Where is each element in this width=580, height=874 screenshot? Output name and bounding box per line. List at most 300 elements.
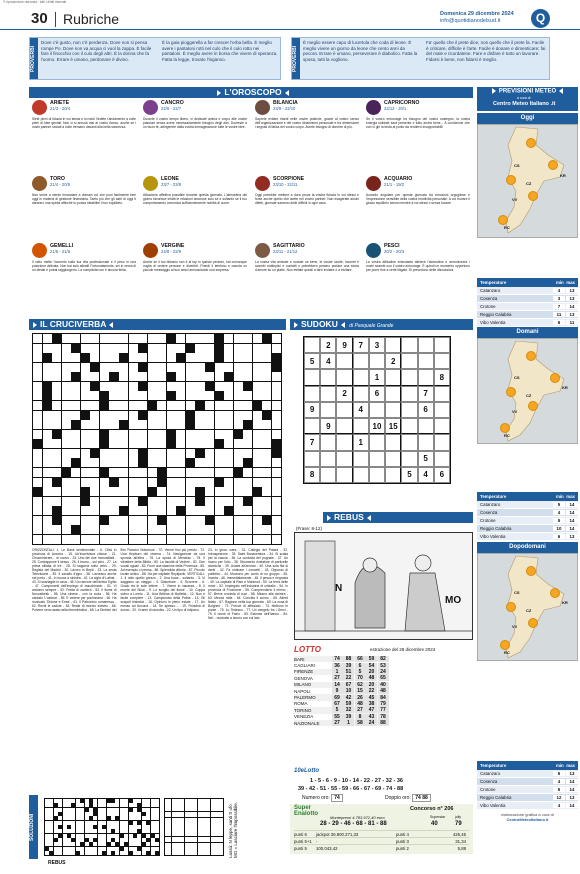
crossword-cell[interactable]: [90, 430, 99, 439]
crossword-cell[interactable]: [157, 449, 166, 458]
crossword-cell[interactable]: [234, 391, 243, 400]
crossword-cell[interactable]: [195, 430, 204, 439]
sudoku-cell[interactable]: 8: [434, 369, 450, 385]
crossword-cell[interactable]: [33, 344, 42, 353]
crossword-cell[interactable]: [62, 430, 71, 439]
crossword-cell[interactable]: [129, 439, 138, 448]
crossword-cell[interactable]: [253, 344, 262, 353]
crossword-cell[interactable]: [195, 363, 204, 372]
crossword-cell[interactable]: [119, 372, 128, 381]
crossword-cell[interactable]: [243, 430, 252, 439]
crossword-cell[interactable]: [119, 430, 128, 439]
crossword-cell[interactable]: [167, 525, 176, 534]
crossword-cell[interactable]: [43, 525, 52, 534]
crossword-cell[interactable]: [253, 353, 262, 362]
crossword-cell[interactable]: [262, 430, 271, 439]
crossword-cell[interactable]: [100, 525, 109, 534]
sudoku-cell[interactable]: 2: [385, 353, 401, 369]
crossword-cell[interactable]: [43, 478, 52, 487]
crossword-cell[interactable]: [90, 458, 99, 467]
crossword-cell[interactable]: [157, 525, 166, 534]
crossword-cell[interactable]: [253, 506, 262, 515]
crossword-cell[interactable]: [224, 382, 233, 391]
crossword-cell[interactable]: [71, 439, 80, 448]
crossword-cell[interactable]: [215, 506, 224, 515]
sudoku-cell[interactable]: [434, 337, 450, 353]
sudoku-cell[interactable]: [369, 353, 385, 369]
crossword-cell[interactable]: [100, 506, 109, 515]
crossword-cell[interactable]: [205, 391, 214, 400]
crossword-cell[interactable]: [148, 334, 157, 343]
crossword-cell[interactable]: [205, 344, 214, 353]
crossword-cell[interactable]: [109, 334, 118, 343]
crossword-cell[interactable]: [195, 458, 204, 467]
sudoku-cell[interactable]: [418, 369, 434, 385]
crossword-cell[interactable]: [234, 535, 243, 544]
crossword-cell[interactable]: [43, 439, 52, 448]
sudoku-cell[interactable]: [401, 451, 417, 467]
crossword-cell[interactable]: [186, 439, 195, 448]
crossword-cell[interactable]: [205, 334, 214, 343]
crossword-cell[interactable]: [148, 535, 157, 544]
crossword-cell[interactable]: [272, 525, 281, 534]
crossword-cell[interactable]: [272, 487, 281, 496]
crossword-cell[interactable]: [176, 420, 185, 429]
crossword-cell[interactable]: [81, 439, 90, 448]
crossword-cell[interactable]: [33, 535, 42, 544]
crossword-cell[interactable]: [176, 334, 185, 343]
sudoku-cell[interactable]: 9: [320, 418, 336, 434]
crossword-cell[interactable]: [205, 420, 214, 429]
crossword-cell[interactable]: [176, 372, 185, 381]
crossword-cell[interactable]: [119, 468, 128, 477]
crossword-cell[interactable]: [234, 411, 243, 420]
crossword-cell[interactable]: [129, 506, 138, 515]
crossword-cell[interactable]: [167, 420, 176, 429]
sudoku-cell[interactable]: [353, 467, 369, 483]
sudoku-cell[interactable]: 5: [304, 353, 320, 369]
crossword-cell[interactable]: [224, 411, 233, 420]
crossword-cell[interactable]: [100, 458, 109, 467]
sudoku-cell[interactable]: [418, 418, 434, 434]
crossword-cell[interactable]: [167, 401, 176, 410]
crossword-cell[interactable]: [243, 372, 252, 381]
sudoku-cell[interactable]: 8: [304, 467, 320, 483]
crossword-cell[interactable]: [81, 458, 90, 467]
crossword-cell[interactable]: [272, 458, 281, 467]
sudoku-cell[interactable]: [418, 353, 434, 369]
crossword-cell[interactable]: [81, 382, 90, 391]
crossword-cell[interactable]: [71, 430, 80, 439]
crossword-cell[interactable]: [119, 363, 128, 372]
crossword-cell[interactable]: [224, 363, 233, 372]
crossword-cell[interactable]: [148, 382, 157, 391]
crossword-cell[interactable]: [33, 411, 42, 420]
crossword-cell[interactable]: [262, 439, 271, 448]
crossword-cell[interactable]: [81, 420, 90, 429]
crossword-cell[interactable]: [109, 411, 118, 420]
crossword-cell[interactable]: [62, 372, 71, 381]
crossword-cell[interactable]: [109, 344, 118, 353]
crossword-cell[interactable]: [62, 478, 71, 487]
crossword-cell[interactable]: [205, 525, 214, 534]
crossword-cell[interactable]: [243, 353, 252, 362]
sudoku-cell[interactable]: 4: [353, 402, 369, 418]
crossword-cell[interactable]: [157, 535, 166, 544]
crossword-cell[interactable]: [62, 391, 71, 400]
crossword-cell[interactable]: [234, 516, 243, 525]
crossword-cell[interactable]: [129, 411, 138, 420]
sudoku-cell[interactable]: [385, 451, 401, 467]
sudoku-cell[interactable]: [385, 434, 401, 450]
crossword-cell[interactable]: [176, 478, 185, 487]
sudoku-cell[interactable]: [336, 369, 352, 385]
crossword-cell[interactable]: [109, 525, 118, 534]
crossword-cell[interactable]: [224, 468, 233, 477]
crossword-cell[interactable]: [243, 478, 252, 487]
crossword-cell[interactable]: [215, 516, 224, 525]
crossword-cell[interactable]: [272, 516, 281, 525]
crossword-cell[interactable]: [90, 468, 99, 477]
crossword-cell[interactable]: [43, 430, 52, 439]
crossword-cell[interactable]: [129, 363, 138, 372]
crossword-cell[interactable]: [195, 439, 204, 448]
crossword-cell[interactable]: [90, 344, 99, 353]
crossword-cell[interactable]: [81, 344, 90, 353]
crossword-cell[interactable]: [138, 487, 147, 496]
crossword-cell[interactable]: [100, 487, 109, 496]
sudoku-cell[interactable]: 6: [369, 386, 385, 402]
crossword-cell[interactable]: [90, 525, 99, 534]
crossword-cell[interactable]: [205, 401, 214, 410]
crossword-cell[interactable]: [262, 506, 271, 515]
crossword-cell[interactable]: [167, 497, 176, 506]
crossword-cell[interactable]: [195, 334, 204, 343]
sudoku-cell[interactable]: [304, 451, 320, 467]
crossword-cell[interactable]: [243, 535, 252, 544]
crossword-cell[interactable]: [109, 497, 118, 506]
crossword-cell[interactable]: [138, 334, 147, 343]
crossword-cell[interactable]: [272, 334, 281, 343]
crossword-cell[interactable]: [224, 535, 233, 544]
crossword-cell[interactable]: [148, 478, 157, 487]
crossword-cell[interactable]: [167, 363, 176, 372]
sudoku-cell[interactable]: [434, 402, 450, 418]
sudoku-cell[interactable]: [385, 337, 401, 353]
sudoku-cell[interactable]: [304, 369, 320, 385]
crossword-cell[interactable]: [33, 353, 42, 362]
crossword-cell[interactable]: [43, 334, 52, 343]
crossword-cell[interactable]: [71, 391, 80, 400]
crossword-cell[interactable]: [90, 372, 99, 381]
crossword-cell[interactable]: [148, 468, 157, 477]
crossword-cell[interactable]: [262, 372, 271, 381]
crossword-cell[interactable]: [71, 497, 80, 506]
crossword-cell[interactable]: [186, 487, 195, 496]
crossword-cell[interactable]: [157, 353, 166, 362]
crossword-cell[interactable]: [81, 449, 90, 458]
crossword-cell[interactable]: [100, 372, 109, 381]
sudoku-cell[interactable]: [385, 467, 401, 483]
sudoku-cell[interactable]: [401, 402, 417, 418]
crossword-cell[interactable]: [62, 401, 71, 410]
crossword-cell[interactable]: [109, 487, 118, 496]
crossword-cell[interactable]: [205, 449, 214, 458]
crossword-cell[interactable]: [71, 411, 80, 420]
crossword-cell[interactable]: [109, 363, 118, 372]
crossword-cell[interactable]: [43, 372, 52, 381]
sudoku-cell[interactable]: [434, 418, 450, 434]
crossword-cell[interactable]: [272, 401, 281, 410]
crossword-cell[interactable]: [62, 458, 71, 467]
crossword-cell[interactable]: [205, 468, 214, 477]
crossword-cell[interactable]: [157, 372, 166, 381]
sudoku-cell[interactable]: [336, 418, 352, 434]
crossword-cell[interactable]: [186, 535, 195, 544]
crossword-cell[interactable]: [52, 439, 61, 448]
sudoku-cell[interactable]: [418, 434, 434, 450]
crossword-cell[interactable]: [253, 420, 262, 429]
crossword-cell[interactable]: [52, 372, 61, 381]
crossword-cell[interactable]: [138, 430, 147, 439]
crossword-cell[interactable]: [234, 420, 243, 429]
crossword-cell[interactable]: [205, 439, 214, 448]
crossword-cell[interactable]: [234, 458, 243, 467]
sudoku-cell[interactable]: [401, 369, 417, 385]
crossword-cell[interactable]: [129, 353, 138, 362]
crossword-cell[interactable]: [71, 353, 80, 362]
sudoku-cell[interactable]: [336, 467, 352, 483]
crossword-cell[interactable]: [119, 458, 128, 467]
crossword-cell[interactable]: [90, 391, 99, 400]
crossword-cell[interactable]: [243, 468, 252, 477]
crossword-cell[interactable]: [81, 525, 90, 534]
sudoku-cell[interactable]: [320, 402, 336, 418]
crossword-cell[interactable]: [138, 535, 147, 544]
crossword-cell[interactable]: [253, 458, 262, 467]
crossword-cell[interactable]: [253, 430, 262, 439]
crossword-cell[interactable]: [157, 487, 166, 496]
crossword-cell[interactable]: [262, 525, 271, 534]
crossword-cell[interactable]: [167, 506, 176, 515]
crossword-cell[interactable]: [224, 439, 233, 448]
crossword-cell[interactable]: [176, 344, 185, 353]
crossword-cell[interactable]: [33, 363, 42, 372]
crossword-cell[interactable]: [129, 468, 138, 477]
crossword-cell[interactable]: [43, 487, 52, 496]
sudoku-cell[interactable]: 9: [304, 402, 320, 418]
sudoku-cell[interactable]: [304, 418, 320, 434]
crossword-cell[interactable]: [234, 439, 243, 448]
sudoku-cell[interactable]: [336, 353, 352, 369]
crossword-cell[interactable]: [90, 516, 99, 525]
crossword-cell[interactable]: [186, 353, 195, 362]
crossword-cell[interactable]: [129, 535, 138, 544]
crossword-cell[interactable]: [148, 497, 157, 506]
crossword-cell[interactable]: [205, 430, 214, 439]
crossword-cell[interactable]: [43, 449, 52, 458]
crossword-cell[interactable]: [43, 458, 52, 467]
crossword-cell[interactable]: [90, 535, 99, 544]
crossword-cell[interactable]: [33, 458, 42, 467]
crossword-cell[interactable]: [176, 468, 185, 477]
sudoku-cell[interactable]: [304, 337, 320, 353]
crossword-cell[interactable]: [234, 525, 243, 534]
sudoku-cell[interactable]: 1: [369, 369, 385, 385]
crossword-cell[interactable]: [119, 516, 128, 525]
crossword-cell[interactable]: [234, 372, 243, 381]
crossword-cell[interactable]: [262, 478, 271, 487]
crossword-cell[interactable]: [234, 401, 243, 410]
crossword-cell[interactable]: [253, 525, 262, 534]
crossword-cell[interactable]: [224, 401, 233, 410]
crossword-cell[interactable]: [215, 468, 224, 477]
sudoku-cell[interactable]: [401, 353, 417, 369]
crossword-cell[interactable]: [176, 382, 185, 391]
crossword-cell[interactable]: [119, 497, 128, 506]
crossword-cell[interactable]: [71, 334, 80, 343]
crossword-cell[interactable]: [186, 391, 195, 400]
crossword-cell[interactable]: [90, 411, 99, 420]
crossword-cell[interactable]: [243, 411, 252, 420]
crossword-cell[interactable]: [33, 478, 42, 487]
sudoku-cell[interactable]: 7: [418, 386, 434, 402]
crossword-cell[interactable]: [33, 420, 42, 429]
crossword-cell[interactable]: [71, 449, 80, 458]
header-website[interactable]: info@quotidianodelsud.it: [440, 18, 501, 24]
crossword-cell[interactable]: [33, 382, 42, 391]
crossword-cell[interactable]: [129, 420, 138, 429]
crossword-cell[interactable]: [205, 478, 214, 487]
crossword-cell[interactable]: [62, 535, 71, 544]
crossword-cell[interactable]: [33, 506, 42, 515]
crossword-cell[interactable]: [129, 516, 138, 525]
crossword-cell[interactable]: [272, 420, 281, 429]
crossword-cell[interactable]: [81, 401, 90, 410]
crossword-cell[interactable]: [119, 401, 128, 410]
crossword-cell[interactable]: [224, 478, 233, 487]
crossword-cell[interactable]: [234, 506, 243, 515]
crossword-cell[interactable]: [129, 497, 138, 506]
sudoku-cell[interactable]: 9: [336, 337, 352, 353]
crossword-cell[interactable]: [157, 420, 166, 429]
crossword-cell[interactable]: [272, 372, 281, 381]
crossword-cell[interactable]: [186, 478, 195, 487]
sudoku-cell[interactable]: [336, 434, 352, 450]
crossword-cell[interactable]: [71, 516, 80, 525]
crossword-cell[interactable]: [138, 401, 147, 410]
crossword-cell[interactable]: [71, 478, 80, 487]
crossword-cell[interactable]: [71, 363, 80, 372]
crossword-cell[interactable]: [148, 420, 157, 429]
crossword-cell[interactable]: [148, 525, 157, 534]
crossword-cell[interactable]: [176, 516, 185, 525]
crossword-cell[interactable]: [253, 411, 262, 420]
crossword-cell[interactable]: [253, 516, 262, 525]
crossword-cell[interactable]: [176, 439, 185, 448]
crossword-cell[interactable]: [90, 439, 99, 448]
crossword-cell[interactable]: [157, 439, 166, 448]
crossword-cell[interactable]: [109, 468, 118, 477]
crossword-cell[interactable]: [224, 449, 233, 458]
crossword-cell[interactable]: [272, 430, 281, 439]
crossword-cell[interactable]: [62, 420, 71, 429]
crossword-cell[interactable]: [224, 344, 233, 353]
crossword-cell[interactable]: [253, 497, 262, 506]
crossword-cell[interactable]: [100, 535, 109, 544]
crossword-cell[interactable]: [272, 391, 281, 400]
crossword-cell[interactable]: [138, 468, 147, 477]
crossword-cell[interactable]: [272, 468, 281, 477]
crossword-cell[interactable]: [253, 391, 262, 400]
crossword-cell[interactable]: [224, 487, 233, 496]
crossword-cell[interactable]: [253, 535, 262, 544]
sudoku-cell[interactable]: [434, 386, 450, 402]
crossword-cell[interactable]: [253, 363, 262, 372]
crossword-cell[interactable]: [243, 391, 252, 400]
crossword-cell[interactable]: [195, 468, 204, 477]
crossword-cell[interactable]: [215, 458, 224, 467]
crossword-cell[interactable]: [33, 430, 42, 439]
crossword-cell[interactable]: [167, 535, 176, 544]
sudoku-cell[interactable]: [401, 337, 417, 353]
sudoku-cell[interactable]: [434, 451, 450, 467]
crossword-cell[interactable]: [52, 401, 61, 410]
crossword-cell[interactable]: [167, 458, 176, 467]
sudoku-cell[interactable]: 6: [434, 467, 450, 483]
crossword-cell[interactable]: [186, 372, 195, 381]
crossword-cell[interactable]: [100, 363, 109, 372]
crossword-cell[interactable]: [215, 382, 224, 391]
crossword-cell[interactable]: [176, 487, 185, 496]
crossword-cell[interactable]: [71, 506, 80, 515]
crossword-cell[interactable]: [43, 363, 52, 372]
crossword-cell[interactable]: [234, 344, 243, 353]
crossword-cell[interactable]: [81, 516, 90, 525]
sudoku-cell[interactable]: 15: [385, 418, 401, 434]
crossword-cell[interactable]: [52, 449, 61, 458]
crossword-cell[interactable]: [81, 468, 90, 477]
crossword-cell[interactable]: [90, 353, 99, 362]
crossword-cell[interactable]: [195, 525, 204, 534]
crossword-cell[interactable]: [262, 353, 271, 362]
crossword-cell[interactable]: [243, 506, 252, 515]
crossword-cell[interactable]: [272, 382, 281, 391]
crossword-cell[interactable]: [195, 516, 204, 525]
crossword-cell[interactable]: [195, 344, 204, 353]
crossword-cell[interactable]: [129, 382, 138, 391]
crossword-cell[interactable]: [90, 401, 99, 410]
crossword-cell[interactable]: [71, 535, 80, 544]
crossword-cell[interactable]: [119, 525, 128, 534]
crossword-cell[interactable]: [52, 411, 61, 420]
crossword-cell[interactable]: [148, 344, 157, 353]
crossword-cell[interactable]: [186, 525, 195, 534]
crossword-cell[interactable]: [234, 487, 243, 496]
crossword-cell[interactable]: [224, 497, 233, 506]
crossword-cell[interactable]: [215, 401, 224, 410]
crossword-cell[interactable]: [167, 449, 176, 458]
crossword-cell[interactable]: [43, 411, 52, 420]
crossword-cell[interactable]: [90, 478, 99, 487]
sudoku-cell[interactable]: [369, 467, 385, 483]
crossword-cell[interactable]: [234, 334, 243, 343]
crossword-cell[interactable]: [176, 401, 185, 410]
sudoku-cell[interactable]: 2: [336, 386, 352, 402]
crossword-cell[interactable]: [33, 449, 42, 458]
sudoku-cell[interactable]: 7: [353, 337, 369, 353]
crossword-cell[interactable]: [205, 497, 214, 506]
